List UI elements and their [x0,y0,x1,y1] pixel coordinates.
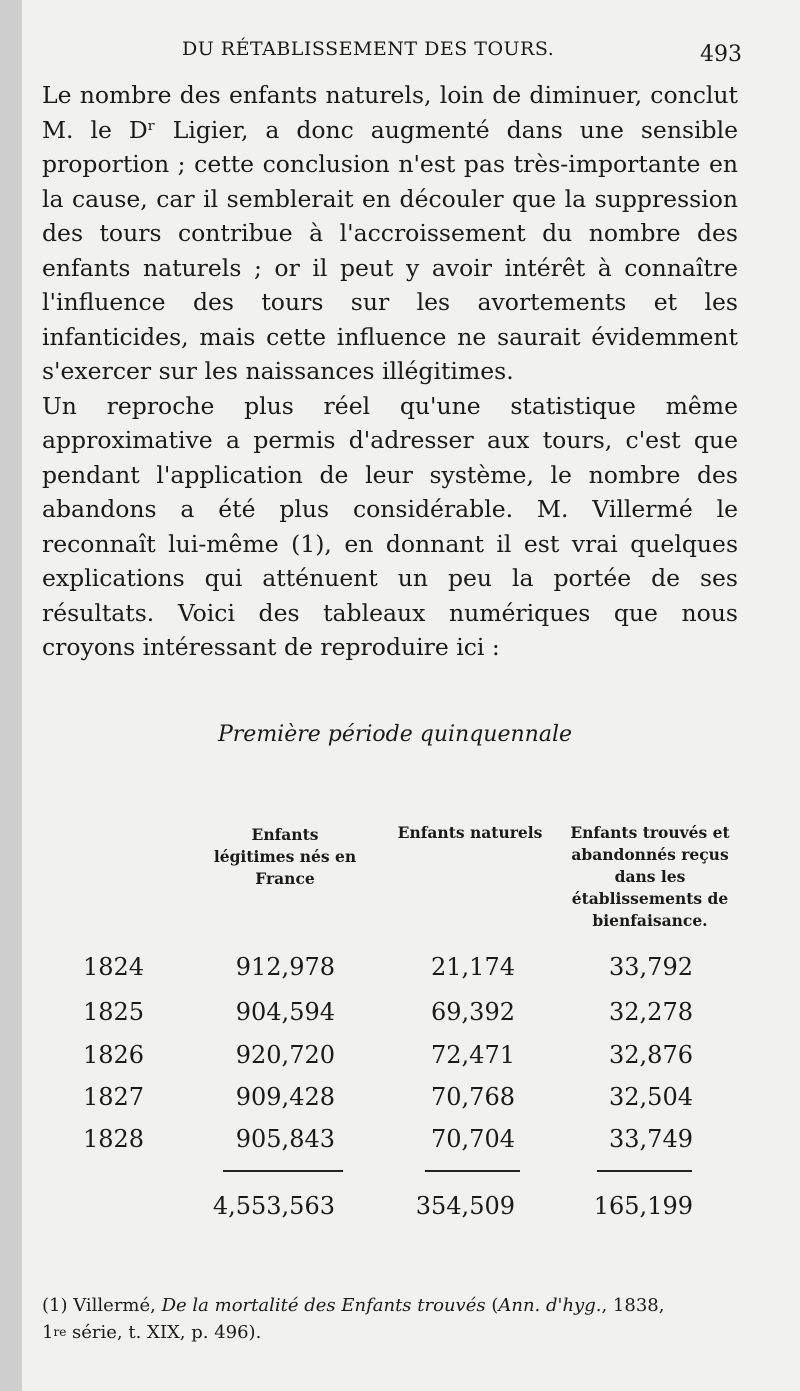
row-legitimate: 905,843 [235,1125,335,1153]
table-row [0,1083,778,1123]
table-row [0,1041,778,1081]
footnote [42,1292,738,1346]
footnote-marker: (1) Villermé, [42,1295,156,1316]
paragraph-2: Un reproche plus réel qu'une statistique même approximative a permis d'adresser aux tours, c'est que pendant l'application de leur système, le nombre des abandons a été plus considérable. M. Villermé le reconnaît lui-même (1), en donnant il est vrai quelques explications qui atténuent un peu la portée de ses résultats. Voici des tableaux numériques que nous croyons intéressant de reproduire ici : [42,391,738,661]
total-rule-natural [425,1170,520,1172]
table-row [0,953,778,993]
page-header [182,38,742,68]
footnote-journal: Ann. d'hyg. [498,1295,602,1316]
row-legitimate: 912,978 [235,953,335,981]
footnote-source-open: ( [491,1295,499,1316]
column-header-legitimate: Enfants légitimes nés en France [213,825,357,888]
row-year: 1828 [83,1125,145,1153]
row-year: 1824 [83,953,145,981]
row-natural: 21,174 [431,953,515,981]
row-found: 33,749 [609,1125,693,1153]
row-found: 33,792 [609,953,693,981]
row-natural: 70,768 [431,1083,515,1111]
row-found: 32,876 [609,1041,693,1069]
row-legitimate: 904,594 [235,998,335,1026]
table-title: Première période quinquennale [217,722,573,747]
row-legitimate: 920,720 [235,1041,335,1069]
table-row [0,998,778,1038]
row-year: 1826 [83,1041,145,1069]
page-edge-shadow [0,0,22,1391]
footnote-source-rest: , 1838, [601,1295,665,1316]
body-text [42,78,738,665]
paragraph-1: Le nombre des enfants naturels, loin de diminuer, conclut M. le Dʳ Ligier, a donc augmenté dans une sensible proportion ; cette conclusion n'est pas très-importante en la cause, car il semblerait en découler que la suppression des tours contribue à l'accroissement du nombre des enfants naturels ; or il peut y avoir intérêt à connaître l'influence des tours sur les avortements et les infanticides, mais cette influence ne saurait évidemment s'exercer sur les naissances illégitimes. [42,81,738,385]
total-found: 165,199 [593,1192,693,1220]
table-row [0,1125,778,1165]
row-year: 1827 [83,1083,145,1111]
total-legitimate: 4,553,563 [212,1192,335,1220]
running-title: DU RÉTABLISSEMENT DES TOURS. [182,38,555,60]
row-year: 1825 [83,998,145,1026]
row-natural: 72,471 [431,1041,515,1069]
row-found: 32,504 [609,1083,693,1111]
footnote-title: De la mortalité des Enfants trouvés [161,1295,486,1316]
row-natural: 70,704 [431,1125,515,1153]
footnote-series-num: 1 [42,1322,54,1343]
row-legitimate: 909,428 [235,1083,335,1111]
row-found: 32,278 [609,998,693,1026]
column-header-found: Enfants trouvés et abandonnés reçus dans les établissements de bienfaisance. [570,823,730,930]
row-natural: 69,392 [431,998,515,1026]
footnote-series-sup: re [53,1325,67,1339]
total-rule-found [597,1170,692,1172]
total-natural: 354,509 [415,1192,515,1220]
page-number: 493 [700,42,742,67]
total-rule-legitimate [223,1170,343,1172]
footnote-series-rest: série, t. XIX, p. 496). [72,1322,262,1343]
column-header-natural: Enfants naturels [397,823,543,842]
